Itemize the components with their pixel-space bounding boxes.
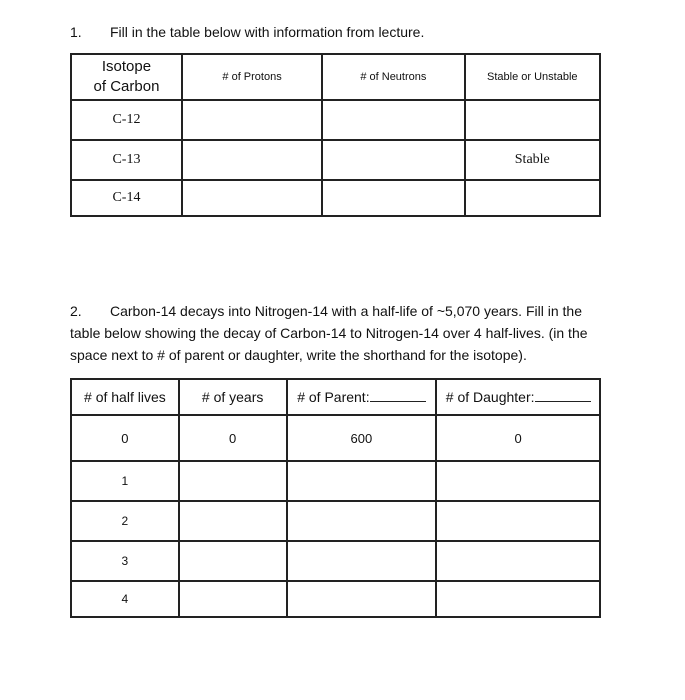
stability-cell[interactable] (465, 180, 600, 216)
table-row (71, 180, 600, 216)
question-2-number: 2. (70, 303, 82, 319)
parent-cell: 600 (287, 415, 437, 461)
table-row (71, 581, 600, 617)
protons-cell[interactable] (182, 100, 322, 140)
header-neutrons: # of Neutrons (322, 54, 464, 100)
daughter-cell[interactable] (436, 581, 600, 617)
daughter-cell[interactable] (436, 541, 600, 581)
header-half-lives: # of half lives (71, 379, 179, 415)
daughter-cell: 0 (436, 415, 600, 461)
stability-cell: Stable (465, 140, 600, 180)
parent-cell[interactable] (287, 541, 437, 581)
daughter-blank[interactable] (535, 389, 591, 402)
years-cell[interactable] (179, 461, 287, 501)
header-daughter: # of Daughter: (436, 379, 600, 415)
table-row (71, 501, 600, 541)
parent-cell[interactable] (287, 461, 437, 501)
daughter-cell[interactable] (436, 461, 600, 501)
years-cell[interactable] (179, 541, 287, 581)
question-1-number: 1. (70, 24, 82, 40)
table-row (71, 461, 600, 501)
half-lives-cell: 3 (71, 541, 179, 581)
header-years: # of years (179, 379, 287, 415)
parent-cell[interactable] (287, 501, 437, 541)
isotope-cell: C-12 (71, 100, 182, 140)
half-lives-cell: 2 (71, 501, 179, 541)
neutrons-cell[interactable] (322, 100, 464, 140)
header-protons: # of Protons (182, 54, 322, 100)
years-cell[interactable] (179, 581, 287, 617)
isotope-table (70, 53, 601, 217)
half-lives-cell: 4 (71, 581, 179, 617)
isotope-cell: C-13 (71, 140, 182, 180)
protons-cell[interactable] (182, 140, 322, 180)
neutrons-cell[interactable] (322, 140, 464, 180)
neutrons-cell[interactable] (322, 180, 464, 216)
parent-blank[interactable] (370, 389, 426, 402)
table-row (71, 415, 600, 461)
question-1-text: Fill in the table below with information from lecture. (110, 24, 425, 40)
protons-cell[interactable] (182, 180, 322, 216)
question-1 (70, 24, 424, 40)
header-isotope: Isotope of Carbon (71, 54, 182, 100)
isotope-cell: C-14 (71, 180, 182, 216)
table-row (71, 541, 600, 581)
decay-table (70, 378, 601, 618)
years-cell[interactable] (179, 501, 287, 541)
daughter-cell[interactable] (436, 501, 600, 541)
question-2 (70, 300, 610, 366)
half-lives-cell: 1 (71, 461, 179, 501)
header-parent: # of Parent: (287, 379, 437, 415)
question-2-text: Carbon-14 decays into Nitrogen-14 with a half-life of ~5,070 years. Fill in the table below showing the decay of Carbon-14 to Nitrogen-14 over 4 half-lives. (in the space next to # of parent or daughter, write the shorthand for the isotope). (70, 303, 588, 363)
table-row (71, 100, 600, 140)
parent-cell[interactable] (287, 581, 437, 617)
header-stability: Stable or Unstable (465, 54, 600, 100)
half-lives-cell: 0 (71, 415, 179, 461)
table-row (71, 140, 600, 180)
stability-cell[interactable] (465, 100, 600, 140)
years-cell: 0 (179, 415, 287, 461)
